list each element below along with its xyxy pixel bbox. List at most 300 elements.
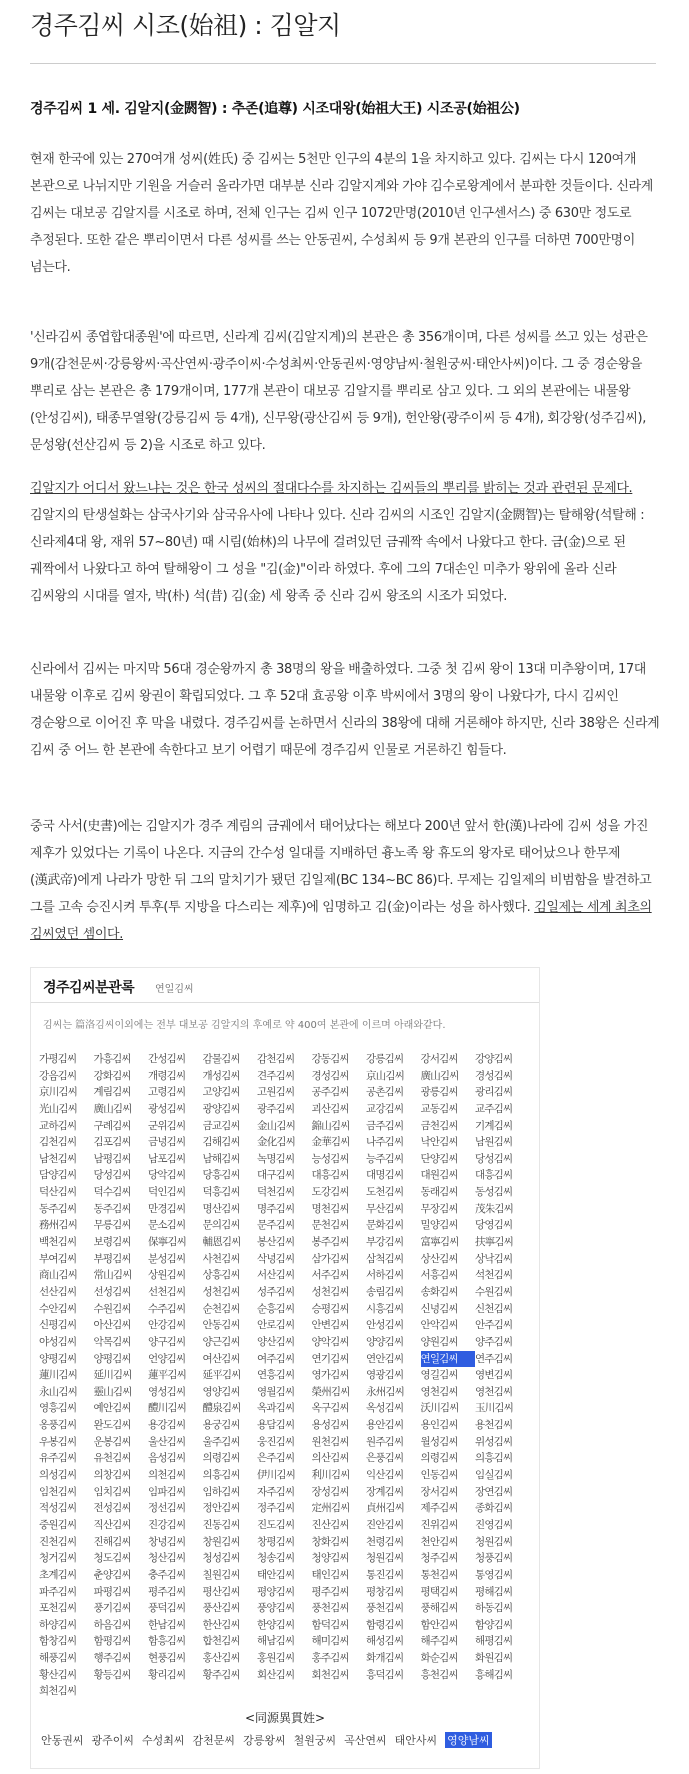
clan-cell: 희천김씨 bbox=[39, 1685, 77, 1698]
clan-cell: 악목김씨 bbox=[93, 1335, 131, 1348]
clan-cell: 적성김씨 bbox=[39, 1502, 77, 1515]
clan-cell: 자주김씨 bbox=[257, 1485, 295, 1498]
clan-cell: 운봉김씨 bbox=[93, 1435, 131, 1448]
clan-cell: 진도김씨 bbox=[257, 1518, 295, 1531]
clan-cell: 한남김씨 bbox=[148, 1618, 186, 1631]
clan-cell: 괴산김씨 bbox=[311, 1102, 349, 1115]
clan-cell: 당악김씨 bbox=[148, 1169, 186, 1182]
clan-cell: 한양김씨 bbox=[257, 1618, 295, 1631]
clan-cell: 안성김씨 bbox=[366, 1319, 404, 1332]
clan-cell: 봉주김씨 bbox=[311, 1236, 349, 1249]
clan-cell: 양평김씨 bbox=[39, 1352, 77, 1365]
clan-cell: 구례김씨 bbox=[93, 1119, 131, 1132]
clan-cell: 하동김씨 bbox=[475, 1602, 513, 1615]
clan-cell: 도천김씨 bbox=[366, 1186, 404, 1199]
clan-cell: 수원김씨 bbox=[93, 1302, 131, 1315]
clan-cell: 유주김씨 bbox=[39, 1452, 77, 1465]
clan-cell: 홍산김씨 bbox=[202, 1652, 240, 1665]
clan-cell: 김포김씨 bbox=[93, 1136, 131, 1149]
clan-cell: 임하김씨 bbox=[202, 1485, 240, 1498]
clan-cell: 대흥김씨 bbox=[311, 1169, 349, 1182]
clan-cell: 경성김씨 bbox=[475, 1069, 513, 1082]
clan-table-title: 경주김씨분관록 bbox=[43, 980, 135, 996]
same-origin-item: 수성최씨 bbox=[142, 1734, 185, 1747]
clan-cell: 백천김씨 bbox=[39, 1236, 77, 1249]
clan-table-title-sub: 연일김씨 bbox=[155, 984, 194, 995]
same-origin-list bbox=[41, 1732, 535, 1748]
clan-cell: 정선김씨 bbox=[148, 1502, 186, 1515]
clan-cell: 함평김씨 bbox=[93, 1635, 131, 1648]
clan-cell: 계림김씨 bbox=[93, 1086, 131, 1099]
clan-cell: 명천김씨 bbox=[311, 1202, 349, 1215]
clan-cell: 광주김씨 bbox=[257, 1102, 295, 1115]
clan-cell: 평해김씨 bbox=[475, 1585, 513, 1598]
clan-cell: 진동김씨 bbox=[202, 1518, 240, 1531]
clan-cell: 옥구김씨 bbox=[311, 1402, 349, 1415]
clan-cell: 금녕김씨 bbox=[148, 1136, 186, 1149]
clan-cell: 개성김씨 bbox=[202, 1069, 240, 1082]
clan-cell: 당영김씨 bbox=[475, 1219, 513, 1232]
clan-cell: 인동김씨 bbox=[420, 1469, 458, 1482]
clan-cell: 상흥김씨 bbox=[202, 1269, 240, 1282]
clan-cell: 대흥김씨 bbox=[475, 1169, 513, 1182]
clan-cell: 의성김씨 bbox=[39, 1469, 77, 1482]
clan-cell: 정안김씨 bbox=[202, 1502, 240, 1515]
clan-cell: 청양김씨 bbox=[311, 1552, 349, 1565]
clan-cell: 남평김씨 bbox=[93, 1152, 131, 1165]
clan-cell: 행주김씨 bbox=[93, 1652, 131, 1665]
clan-cell: 商山김씨 bbox=[39, 1269, 78, 1282]
clan-cell: 서흥김씨 bbox=[420, 1269, 458, 1282]
clan-cell: 청거김씨 bbox=[39, 1552, 77, 1565]
clan-cell: 연주김씨 bbox=[475, 1352, 513, 1365]
clan-cell: 전성김씨 bbox=[93, 1502, 131, 1515]
clan-cell: 홍원김씨 bbox=[257, 1652, 295, 1665]
clan-cell: 문의김씨 bbox=[202, 1219, 240, 1232]
clan-cell: 양구김씨 bbox=[148, 1335, 186, 1348]
clan-cell: 봉산김씨 bbox=[257, 1236, 295, 1249]
clan-cell: 여주김씨 bbox=[257, 1352, 295, 1365]
clan-cell: 임파김씨 bbox=[148, 1485, 186, 1498]
clan-cell: 황산김씨 bbox=[39, 1668, 77, 1681]
clan-cell: 김해김씨 bbox=[202, 1136, 240, 1149]
clan-cell: 수주김씨 bbox=[148, 1302, 186, 1315]
clan-cell: 양원김씨 bbox=[420, 1335, 458, 1348]
clan-cell: 당흥김씨 bbox=[202, 1169, 240, 1182]
clan-cell: 신천김씨 bbox=[475, 1302, 513, 1315]
clan-cell: 진위김씨 bbox=[420, 1518, 458, 1531]
clan-cell: 양악김씨 bbox=[311, 1335, 349, 1348]
clan-cell: 덕천김씨 bbox=[257, 1186, 295, 1199]
clan-cell: 덕산김씨 bbox=[39, 1186, 77, 1199]
clan-cell: 평주김씨 bbox=[311, 1585, 349, 1598]
clan-cell: 덕흥김씨 bbox=[202, 1186, 240, 1199]
clan-cell: 언양김씨 bbox=[148, 1352, 186, 1365]
clan-cell: 상원김씨 bbox=[148, 1269, 186, 1282]
clan-cell: 장성김씨 bbox=[311, 1485, 349, 1498]
clan-cell: 保寧김씨 bbox=[148, 1236, 187, 1249]
clan-cell: 흥천김씨 bbox=[420, 1668, 458, 1681]
clan-cell: 영성김씨 bbox=[148, 1385, 186, 1398]
clan-cell: 남해김씨 bbox=[202, 1152, 240, 1165]
clan-cell: 양주김씨 bbox=[475, 1335, 513, 1348]
clan-cell: 나주김씨 bbox=[366, 1136, 404, 1149]
clan-cell: 무산김씨 bbox=[366, 1202, 404, 1215]
clan-cell: 영흥김씨 bbox=[39, 1402, 77, 1415]
clan-cell: 玉川김씨 bbox=[475, 1402, 514, 1415]
clan-cell: 선천김씨 bbox=[148, 1285, 186, 1298]
clan-cell: 견주김씨 bbox=[257, 1069, 295, 1082]
clan-cell: 낙안김씨 bbox=[420, 1136, 458, 1149]
clan-cell: 장계김씨 bbox=[366, 1485, 404, 1498]
clan-cell: 익산김씨 bbox=[366, 1469, 404, 1482]
clan-cell: 승평김씨 bbox=[311, 1302, 349, 1315]
clan-cell: 동주김씨 bbox=[93, 1202, 131, 1215]
clan-cell: 청도김씨 bbox=[93, 1552, 131, 1565]
clan-cell: 화개김씨 bbox=[366, 1652, 404, 1665]
clan-cell: 고령김씨 bbox=[148, 1086, 186, 1099]
clan-cell: 석천김씨 bbox=[475, 1269, 513, 1282]
clan-cell: 시흥김씨 bbox=[366, 1302, 404, 1315]
clan-cell: 옥성김씨 bbox=[366, 1402, 404, 1415]
clan-cell: 부평김씨 bbox=[93, 1252, 131, 1265]
clan-cell: 영월김씨 bbox=[257, 1385, 295, 1398]
clan-cell: 위성김씨 bbox=[475, 1435, 513, 1448]
clan-cell: 창화김씨 bbox=[311, 1535, 349, 1548]
paragraph-4: 신라에서 김씨는 마지막 56대 경순왕까지 총 38명의 왕을 배출하였다. 그중 첫 김씨 왕이 13대 미추왕이며, 17대 내물왕 이후로 김씨 왕권이 확립되었다. 그 후 52대 효공왕 이후 박씨에서 3명의 왕이 나왔다가, 다시 김씨인 경순왕으로 이어진 후 막을 내렸다. 경주김씨를 논하면서 신라의 38왕에 대해 거론해야 하지만, 신라 38왕은 신라계 김씨 중 어느 한 본관에 속한다고 보기 어렵기 때문에 경주김씨 인물로 거론하긴 힘들다. bbox=[30, 662, 660, 758]
same-origin-item: 곡산연씨 bbox=[344, 1734, 387, 1747]
clan-cell: 능성김씨 bbox=[311, 1152, 349, 1165]
clan-cell: 용담김씨 bbox=[257, 1419, 295, 1432]
clan-cell: 서하김씨 bbox=[366, 1269, 404, 1282]
clan-cell: 해미김씨 bbox=[311, 1635, 349, 1648]
clan-cell: 해성김씨 bbox=[366, 1635, 404, 1648]
same-origin-title: <同源異貫姓> bbox=[244, 1711, 326, 1725]
clan-cell: 기계김씨 bbox=[475, 1119, 513, 1132]
clan-cell: 신평김씨 bbox=[39, 1319, 77, 1332]
clan-cell: 광성김씨 bbox=[148, 1102, 186, 1115]
clan-cell: 녹명김씨 bbox=[257, 1152, 295, 1165]
clan-cell: 공촌김씨 bbox=[366, 1086, 404, 1099]
clan-cell: 務州김씨 bbox=[39, 1219, 78, 1232]
clan-cell: 輔恩김씨 bbox=[202, 1236, 241, 1249]
clan-cell: 永州김씨 bbox=[366, 1385, 405, 1398]
clan-table-note: 김씨는 篇洛김씨이외에는 전부 대보공 김알지의 후예로 약 400여 본관에 이르며 아래와같다. bbox=[43, 1020, 446, 1031]
clan-cell: 삼척김씨 bbox=[366, 1252, 404, 1265]
clan-cell: 강동김씨 bbox=[311, 1053, 349, 1065]
same-origin-item: 철원궁씨 bbox=[293, 1734, 337, 1747]
clan-cell: 평산김씨 bbox=[202, 1585, 240, 1598]
clan-cell: 제주김씨 bbox=[420, 1502, 458, 1515]
clan-cell: 은풍김씨 bbox=[366, 1452, 404, 1465]
clan-cell: 덕인김씨 bbox=[148, 1186, 186, 1199]
clan-cell: 원천김씨 bbox=[311, 1435, 349, 1448]
clan-cell: 회천김씨 bbox=[311, 1668, 349, 1681]
clan-cell: 울주김씨 bbox=[202, 1435, 240, 1448]
clan-cell: 파주김씨 bbox=[39, 1585, 77, 1598]
clan-cell: 청풍김씨 bbox=[475, 1552, 513, 1565]
clan-cell: 가평김씨 bbox=[39, 1053, 77, 1065]
clan-cell: 동성김씨 bbox=[475, 1186, 513, 1199]
clan-cell: 안동김씨 bbox=[202, 1319, 240, 1332]
clan-cell: 안변김씨 bbox=[311, 1319, 349, 1332]
clan-cell: 감천김씨 bbox=[257, 1053, 295, 1065]
clan-cell: 의천김씨 bbox=[148, 1469, 186, 1482]
clan-cell: 안악김씨 bbox=[420, 1319, 458, 1332]
clan-cell: 여산김씨 bbox=[202, 1352, 240, 1365]
clan-cell: 포천김씨 bbox=[39, 1602, 77, 1615]
clan-cell: 함흥김씨 bbox=[148, 1635, 186, 1648]
clan-cell: 야성김씨 bbox=[39, 1335, 77, 1348]
clan-cell: 분성김씨 bbox=[148, 1252, 186, 1265]
clan-cell: 종화김씨 bbox=[475, 1502, 513, 1515]
clan-cell: 임실김씨 bbox=[475, 1469, 513, 1482]
clan-cell: 신녕김씨 bbox=[420, 1302, 458, 1315]
clan-cell: 의산김씨 bbox=[311, 1452, 349, 1465]
clan-cell: 남천김씨 bbox=[39, 1152, 77, 1165]
clan-cell: 의흥김씨 bbox=[202, 1469, 240, 1482]
clan-cell: 延川김씨 bbox=[93, 1369, 132, 1382]
clan-cell: 금주김씨 bbox=[366, 1119, 404, 1132]
same-origin-item: 광주이씨 bbox=[91, 1734, 135, 1747]
clan-cell: 보령김씨 bbox=[93, 1236, 131, 1249]
clan-cell: 선성김씨 bbox=[93, 1285, 131, 1298]
clan-cell: 무장김씨 bbox=[420, 1202, 458, 1215]
clan-table-header bbox=[31, 968, 539, 1003]
clan-cell: 의흥김씨 bbox=[475, 1452, 513, 1465]
clan-cell: 안주김씨 bbox=[475, 1319, 513, 1332]
clan-cell: 만경김씨 bbox=[148, 1202, 186, 1215]
clan-cell: 명주김씨 bbox=[257, 1202, 295, 1215]
clan-cell: 성천김씨 bbox=[202, 1285, 240, 1298]
clan-cell: 해주김씨 bbox=[420, 1635, 458, 1648]
clan-cell: 용천김씨 bbox=[475, 1419, 513, 1432]
clan-cell: 통천김씨 bbox=[420, 1568, 458, 1581]
clan-cell: 남원김씨 bbox=[475, 1136, 513, 1149]
clan-cell: 풍천김씨 bbox=[366, 1602, 404, 1615]
clan-cell: 강릉김씨 bbox=[366, 1053, 404, 1065]
clan-cell: 강화김씨 bbox=[93, 1069, 131, 1082]
clan-cell: 진천김씨 bbox=[39, 1535, 77, 1548]
clan-cell: 용인김씨 bbox=[420, 1419, 458, 1432]
clan-cell: 錦山김씨 bbox=[311, 1119, 350, 1132]
clan-cell: 평주김씨 bbox=[148, 1585, 186, 1598]
clan-cell: 가흥김씨 bbox=[93, 1053, 131, 1065]
clan-cell: 扶寧김씨 bbox=[475, 1236, 514, 1249]
clan-cell: 茂朱김씨 bbox=[475, 1202, 514, 1215]
clan-cell: 황주김씨 bbox=[202, 1668, 240, 1681]
clan-cell: 평창김씨 bbox=[366, 1585, 404, 1598]
clan-cell: 월성김씨 bbox=[420, 1435, 458, 1448]
clan-cell: 순흥김씨 bbox=[257, 1302, 295, 1315]
clan-cell: 진강김씨 bbox=[148, 1518, 186, 1531]
clan-cell: 임천김씨 bbox=[39, 1485, 77, 1498]
clan-cell: 명산김씨 bbox=[202, 1202, 240, 1215]
clan-cell: 대원김씨 bbox=[420, 1169, 458, 1182]
clan-cell: 화원김씨 bbox=[475, 1652, 513, 1665]
clan-cell: 京川김씨 bbox=[39, 1086, 78, 1099]
clan-cell: 초계김씨 bbox=[39, 1568, 77, 1581]
clan-cell: 부여김씨 bbox=[39, 1252, 77, 1265]
same-origin-item: 감천문씨 bbox=[192, 1734, 236, 1747]
clan-cell: 함덕김씨 bbox=[311, 1618, 349, 1631]
clan-cell: 상낙김씨 bbox=[475, 1252, 513, 1265]
clan-cell: 靈山김씨 bbox=[93, 1385, 132, 1398]
same-origin-item: 태안사씨 bbox=[394, 1734, 438, 1747]
clan-cell: 교동김씨 bbox=[420, 1102, 458, 1115]
clan-cell: 정주김씨 bbox=[257, 1502, 295, 1515]
clan-cell: 풍천김씨 bbox=[311, 1602, 349, 1615]
clan-cell: 광양김씨 bbox=[202, 1102, 240, 1115]
clan-cell: 금교김씨 bbox=[202, 1119, 240, 1132]
clan-cell: 수원김씨 bbox=[475, 1285, 513, 1298]
clan-cell: 용강김씨 bbox=[148, 1419, 186, 1432]
clan-cell: 웅진김씨 bbox=[257, 1435, 295, 1448]
clan-cell: 蓮平김씨 bbox=[148, 1369, 187, 1382]
clan-cell: 중원김씨 bbox=[39, 1518, 77, 1531]
clan-cell: 순천김씨 bbox=[202, 1302, 240, 1315]
clan-cell: 감물김씨 bbox=[202, 1053, 240, 1065]
clan-cell: 통진김씨 bbox=[366, 1568, 404, 1581]
clan-cell: 강양김씨 bbox=[475, 1053, 513, 1065]
same-origin-item: 강릉왕씨 bbox=[243, 1734, 286, 1747]
paragraph-3-underlined: 김알지가 어디서 왔느냐는 것은 한국 성씨의 절대다수를 차지하는 김씨들의 뿌리를 밝히는 것과 관련된 문제다. bbox=[30, 481, 633, 496]
clan-cell: 능주김씨 bbox=[366, 1152, 404, 1165]
clan-cell: 풍덕김씨 bbox=[148, 1602, 186, 1615]
clan-cell: 청원김씨 bbox=[475, 1535, 513, 1548]
clan-cell: 광릉김씨 bbox=[420, 1086, 458, 1099]
clan-cell: 원주김씨 bbox=[366, 1435, 404, 1448]
clan-cell: 홍주김씨 bbox=[311, 1652, 349, 1665]
clan-cell: 춘양김씨 bbox=[93, 1568, 131, 1581]
clan-cell: 光山김씨 bbox=[39, 1102, 78, 1115]
clan-cell: 청송김씨 bbox=[257, 1552, 295, 1565]
clan-cell: 화순김씨 bbox=[420, 1652, 458, 1665]
clan-cell: 천안김씨 bbox=[420, 1535, 458, 1548]
clan-cell: 金化김씨 bbox=[257, 1136, 296, 1149]
clan-cell: 沃川김씨 bbox=[420, 1402, 459, 1415]
clan-cell: 공주김씨 bbox=[311, 1086, 349, 1099]
clan-cell: 태인김씨 bbox=[311, 1568, 349, 1581]
clan-cell: 용안김씨 bbox=[366, 1419, 404, 1432]
clan-cell: 동주김씨 bbox=[39, 1202, 77, 1215]
clan-cell: 교강김씨 bbox=[366, 1102, 404, 1115]
clan-cell: 진해김씨 bbox=[93, 1535, 131, 1548]
clan-cell: 연안김씨 bbox=[366, 1352, 404, 1365]
same-origin-item: 안동권씨 bbox=[41, 1734, 84, 1747]
clan-cell: 단양김씨 bbox=[420, 1152, 458, 1165]
clan-cell: 장서김씨 bbox=[420, 1485, 458, 1498]
clan-cell: 황리김씨 bbox=[148, 1668, 186, 1681]
clan-cell: 의창김씨 bbox=[93, 1469, 131, 1482]
clan-cell: 利川김씨 bbox=[311, 1469, 350, 1482]
clan-cell: 연기김씨 bbox=[311, 1352, 349, 1365]
clan-cell: 황등김씨 bbox=[93, 1668, 131, 1681]
clan-cell: 청주김씨 bbox=[420, 1552, 458, 1565]
clan-cell: 은주김씨 bbox=[257, 1452, 295, 1465]
clan-cell: 定州김씨 bbox=[311, 1502, 350, 1515]
clan-cell: 창평김씨 bbox=[257, 1535, 295, 1548]
clan-cell: 서산김씨 bbox=[257, 1269, 295, 1282]
clan-cell: 한산김씨 bbox=[202, 1618, 240, 1631]
paragraph-3 bbox=[30, 475, 660, 610]
clan-cell: 廣山김씨 bbox=[420, 1069, 459, 1082]
paragraph-5-main: 중국 사서(史書)에는 김알지가 경주 계림의 금궤에서 태어났다는 해보다 200년 앞서 한(漢)나라에 김씨 성을 가진 제후가 있었다는 기록이 나온다. 지금의 간수성 일대를 지배하던 흉노족 왕 휴도의 왕자로 태어났으나 한무제(漢武帝)에게 나라가 망한 뒤 그의 말치기가 됐던 김일제(BC 134~BC 86)다. 무제는 김일제의 비범함을 발견하고 그를 고속 승진시켜 투후(투 지방을 다스리는 제후)에 임명하고 김(金)이라는 성을 하사했다. bbox=[30, 819, 652, 915]
article-subtitle: 경주김씨 1 세. 김알지(金閼智) : 추존(追尊) 시조대왕(始祖大王) 시조공(始祖公) bbox=[30, 101, 520, 117]
paragraph-5-underlined: 김일제는 세계 최초의 김씨였던 셈이다. bbox=[30, 900, 652, 942]
clan-cell: 도강김씨 bbox=[311, 1186, 349, 1199]
clan-cell: 풍해김씨 bbox=[420, 1602, 458, 1615]
clan-cell: 성주김씨 bbox=[257, 1285, 295, 1298]
clan-cell: 榮州김씨 bbox=[311, 1385, 350, 1398]
clan-cell: 옹풍김씨 bbox=[39, 1419, 77, 1432]
clan-cell: 밀양김씨 bbox=[420, 1219, 458, 1232]
clan-cell: 수안김씨 bbox=[39, 1302, 77, 1315]
clan-cell: 하음김씨 bbox=[93, 1618, 131, 1631]
clan-cell: 양평김씨 bbox=[93, 1352, 131, 1365]
clan-cell: 풍기김씨 bbox=[93, 1602, 131, 1615]
clan-cell: 연일김씨 bbox=[421, 1351, 476, 1368]
same-origin-item: 영양남씨 bbox=[447, 1734, 490, 1747]
clan-cell: 교주김씨 bbox=[475, 1102, 513, 1115]
clan-cell: 함창김씨 bbox=[39, 1635, 77, 1648]
clan-cell: 흥해김씨 bbox=[475, 1668, 513, 1681]
clan-cell: 안강김씨 bbox=[148, 1319, 186, 1332]
clan-cell: 문주김씨 bbox=[257, 1219, 295, 1232]
clan-cell: 영양김씨 bbox=[202, 1385, 240, 1398]
clan-cell: 양근김씨 bbox=[202, 1335, 240, 1348]
clan-cell: 영천김씨 bbox=[475, 1385, 513, 1398]
clan-cell: 창녕김씨 bbox=[148, 1535, 186, 1548]
clan-cell: 간성김씨 bbox=[148, 1053, 186, 1065]
clan-cell: 완도김씨 bbox=[93, 1419, 131, 1432]
clan-table-image bbox=[30, 967, 540, 1769]
clan-cell: 常山김씨 bbox=[93, 1269, 132, 1282]
title-divider bbox=[30, 63, 656, 64]
clan-cell: 사천김씨 bbox=[202, 1252, 240, 1265]
clan-cell: 삼가김씨 bbox=[311, 1252, 349, 1265]
clan-cell: 평양김씨 bbox=[257, 1585, 295, 1598]
clan-cell: 현풍김씨 bbox=[148, 1652, 186, 1665]
clan-cell: 송화김씨 bbox=[420, 1285, 458, 1298]
clan-cell: 교하김씨 bbox=[39, 1119, 77, 1132]
clan-cell: 청성김씨 bbox=[202, 1552, 240, 1565]
clan-cell: 성천김씨 bbox=[311, 1285, 349, 1298]
clan-cell: 개령김씨 bbox=[148, 1069, 186, 1082]
clan-cell: 남포김씨 bbox=[148, 1152, 186, 1165]
clan-cell: 함양김씨 bbox=[475, 1618, 513, 1631]
clan-cell: 醴川김씨 bbox=[148, 1402, 187, 1415]
clan-cell: 임치김씨 bbox=[93, 1485, 131, 1498]
clan-cell: 대명김씨 bbox=[366, 1169, 404, 1182]
clan-cell: 영천김씨 bbox=[420, 1385, 458, 1398]
clan-cell: 당성김씨 bbox=[93, 1169, 131, 1182]
clan-cell: 통영김씨 bbox=[475, 1568, 513, 1581]
clan-cell: 동래김씨 bbox=[420, 1186, 458, 1199]
clan-cell: 칠원김씨 bbox=[202, 1568, 240, 1581]
clan-cell: 伊川김씨 bbox=[257, 1469, 296, 1482]
paragraph-3-rest: 김알지의 탄생설화는 삼국사기와 삼국유사에 나타나 있다. 신라 김씨의 시조인 김알지(金閼智)는 탈해왕(석탈해 : 신라제4대 왕, 재위 57~80년) 때 시림(始林)의 나무에 걸려있던 금궤짝 속에서 나왔다고 한다. 금(金)으로 된 궤짝에서 나왔다고 하여 탈해왕이 그 성을 "김(金)"이라 하였다. 후에 그의 7대손인 미추가 왕위에 올라 신라 김씨왕의 시대를 열자, 박(朴) 석(昔) 김(金) 세 왕족 중 신라 김씨 왕조의 시조가 되었다. bbox=[30, 508, 645, 604]
clan-cell: 富寧김씨 bbox=[420, 1236, 459, 1249]
clan-cell: 태안김씨 bbox=[257, 1568, 295, 1581]
clan-cell: 延平김씨 bbox=[202, 1369, 241, 1382]
clan-cell: 강서김씨 bbox=[420, 1053, 458, 1065]
clan-cell: 용성김씨 bbox=[311, 1419, 349, 1432]
clan-cell: 하양김씨 bbox=[39, 1618, 77, 1631]
clan-cell: 군위김씨 bbox=[148, 1119, 186, 1132]
clan-cell: 함령김씨 bbox=[366, 1618, 404, 1631]
clan-cell: 강음김씨 bbox=[39, 1069, 77, 1082]
